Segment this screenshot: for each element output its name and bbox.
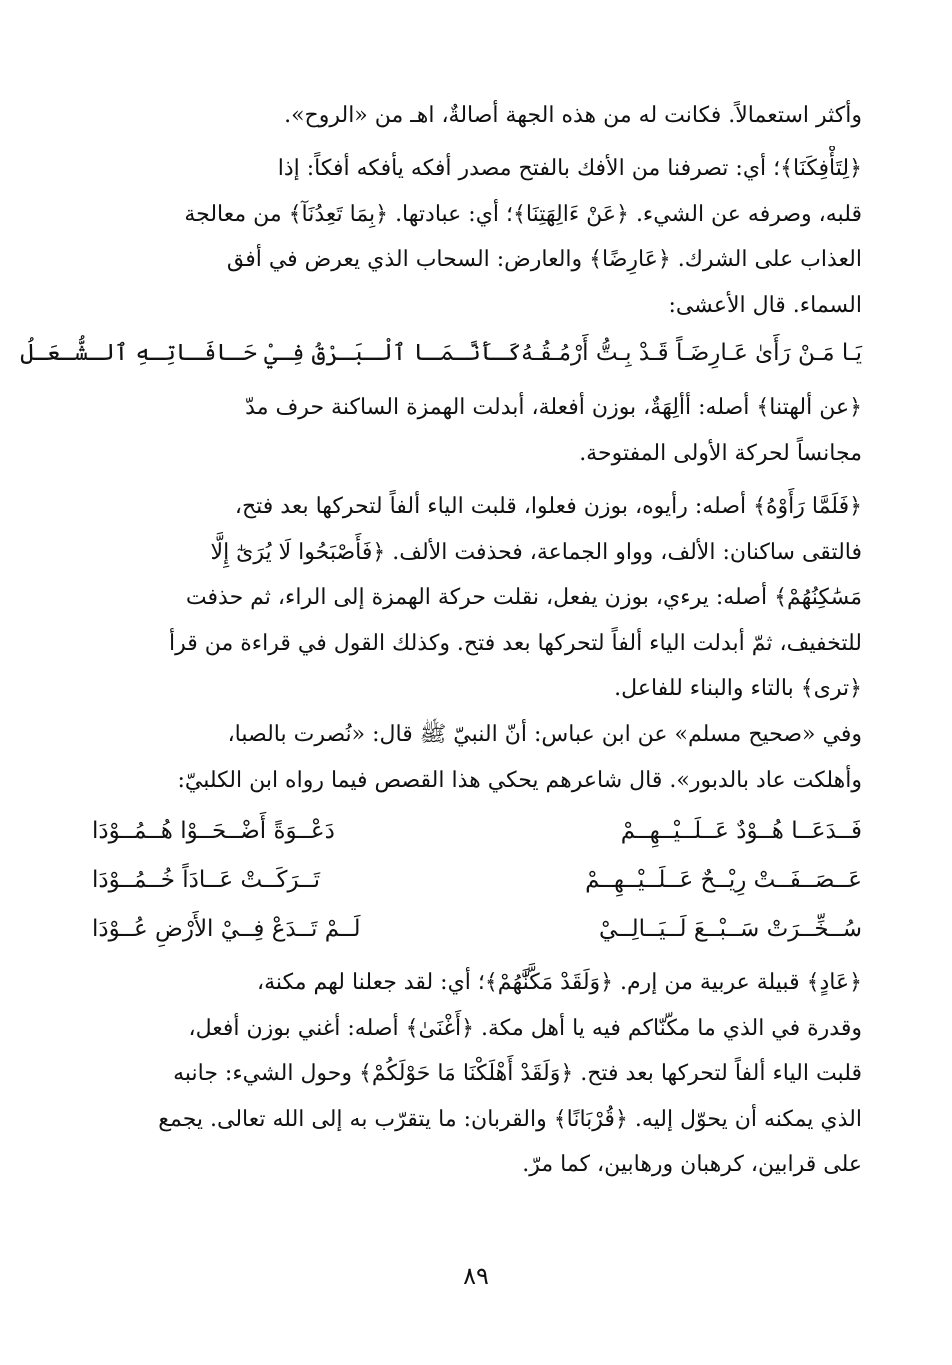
text-line: ﴿فَلَمَّا رَأَوْهُ﴾ أصله: رأيوه، بوزن فعلوا، قلبت الياء ألفاً لتحركها بعد فتح، [234,494,862,519]
verse-first-hemistich: فَــدَعَــا هُــوْدٌ عَــلَــيْــهِــمْ [620,818,862,844]
paragraph-4 [92,484,862,712]
verse-second-hemistich: كَـأَنَّـمَـا ٱلْـبَـرْقُ فِـيْ حَـافَـاتِـهِ ٱلـشُّـعَـلُ [20,340,522,366]
text-line: على قرابين، كرهبان ورهابين، كما مرّ. [522,1152,862,1177]
text-line: ﴿لِتَأْفِكَنَا﴾؛ أي: تصرفنا من الأفك بالفتح مصدر أفكه يأفكه أفكاً: إذا [277,156,862,181]
paragraph-6 [92,960,862,1188]
verse-first-hemistich: عَــصَــفَــتْ رِيْــحٌ عَــلَــيْــهِــمْ [585,867,862,893]
poem-verse [92,906,862,952]
text-line: ﴿عَادٍ﴾ قبيلة عربية من إرم. ﴿وَلَقَدْ مَكَّنَّٰهُمْ﴾؛ أي: لقد جعلنا لهم مكنة، [257,970,862,995]
paragraph-2 [92,146,862,328]
paragraph-5 [92,712,862,803]
poem-verse [92,857,862,903]
poem-verse [20,330,862,376]
poem-verse [92,808,862,854]
text-line: قلبت الياء ألفاً لتحركها بعد فتح. ﴿وَلَقَدْ أَهْلَكْنَا مَا حَوْلَكُمْ﴾ وحول الشيء: جانبه [173,1061,862,1086]
text-line: وفي «صحيح مسلم» عن ابن عباس: أنّ النبيّ ﷺ قال: «نُصرت بالصبا، [227,722,862,747]
text-line: وأهلكت عاد بالدبور». قال شاعرهم يحكي هذا القصص فيما رواه ابن الكلبيّ: [177,767,862,793]
text-line: وأكثر استعمالاً. فكانت له من هذه الجهة أصالةٌ، اهـ من «الروح». [284,103,862,128]
verse-second-hemistich: لَــمْ تَــدَعْ فِــيْ الأَرْضِ عُــوْدَا [92,916,361,942]
text-line: الذي يمكنه أن يحوّل إليه. ﴿قُرْبَانًا﴾ والقربان: ما يتقرّب به إلى الله تعالى. يجمع [158,1106,862,1132]
text-line: فالتقى ساكنان: الألف، وواو الجماعة، فحذفت الألف. ﴿فَأَصْبَحُوا لَا يُرَىٰٓ إِلَّا [210,539,862,565]
text-line: ﴿ترى﴾ بالتاء والبناء للفاعل. [614,676,862,701]
text-line: العذاب على الشرك. ﴿عَارِضًا﴾ والعارض: السحاب الذي يعرض في أفق [226,247,862,272]
text-line: للتخفيف، ثمّ أبدلت الياء ألفاً لتحركها بعد فتح. وكذلك القول في قراءة من قرأ [169,630,862,656]
paragraph-1 [92,93,862,139]
text-line: ﴿عن ألهتنا﴾ أصله: أألِهَةٌ، بوزن أفعلة، أبدلت الهمزة الساكنة حرف مدّ [245,395,862,420]
text-line: قلبه، وصرفه عن الشيء. ﴿عَنْ ءَالِهَتِنَا﴾؛ أي: عبادتها. ﴿بِمَا تَعِدُنَآ﴾ من معالجة [184,201,862,227]
verse-first-hemistich: يَـا مَـنْ رَأَىٰ عَـارِضَـاً قَـدْ بِـتُّ أَرْمُـقُـهُ [521,340,862,366]
page-number: ٨٩ [463,1262,489,1290]
text-line: وقدرة في الذي ما مكّنّاكم فيه يا أهل مكة. ﴿أَغْنَىٰ﴾ أصله: أغني بوزن أفعل، [188,1015,862,1041]
verse-second-hemistich: دَعْــوَةً أَضْــحَــوْا هُــمُــوْدَا [92,818,335,844]
verse-second-hemistich: تَــرَكَــتْ عَــادَاً خُــمُــوْدَا [92,867,321,893]
paragraph-3 [92,385,862,476]
text-line: مجانساً لحركة الأولى المفتوحة. [579,440,862,466]
text-line: مَسَٰكِنُهُمْ﴾ أصله: يرءي، بوزن يفعل، نقلت حركة الهمزة إلى الراء، ثم حذفت [185,585,862,610]
text-line: السماء. قال الأعشى: [668,292,862,318]
verse-first-hemistich: سُــخِّــرَتْ سَــبْــعَ لَــيَــالِــيْ [598,916,862,942]
